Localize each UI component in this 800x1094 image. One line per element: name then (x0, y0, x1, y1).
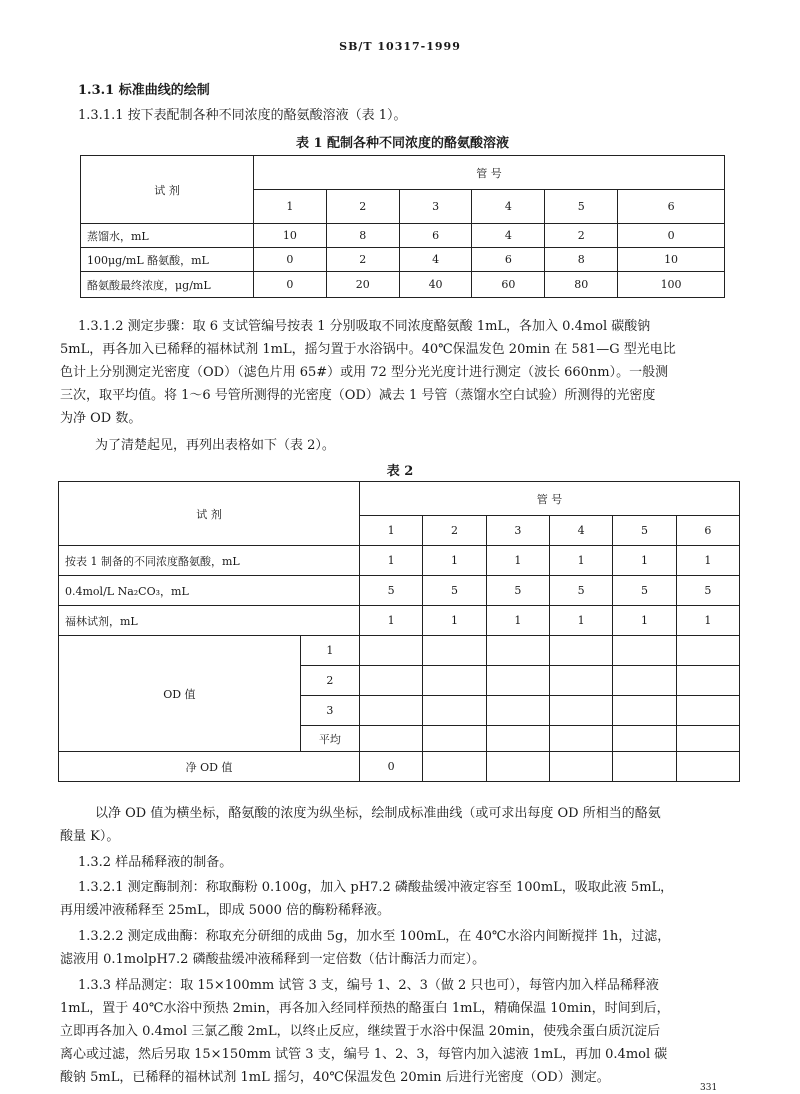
cell: 1 (423, 606, 486, 636)
cell: 40 (399, 272, 472, 298)
para-1-3-3-line: 立即再各加入 0.4mol 三氯乙酸 2mL，以终止反应，继续置于水浴中保温 20min，使残余蛋白质沉淀后 (60, 1024, 661, 1039)
table1-caption: 表 1 配制各种不同浓度的酪氨酸溶液 (295, 136, 510, 151)
od-sub: 2 (300, 666, 359, 696)
od-label: OD 值 (59, 636, 301, 752)
cell: 4 (399, 248, 472, 272)
net-od-label: 净 OD 值 (59, 752, 360, 782)
cell: 0 (254, 248, 327, 272)
para-std-line: 以净 OD 值为横坐标，酪氨酸的浓度为纵坐标，绘制成标准曲线（或可求出每度 OD 所相当的酪氨 (95, 806, 661, 821)
od-row (59, 636, 740, 666)
section-1-3-1: 1.3.1 标准曲线的绘制 (78, 83, 210, 98)
table1-reagent-header: 试 剂 (81, 156, 254, 224)
para-1-3-3-line: 1mL，置于 40℃水浴中预热 2min，再各加入经同样预热的酪蛋白 1mL，精确保温 10min，时间到后， (60, 1001, 670, 1016)
cell: 2 (326, 248, 399, 272)
cell: 1 (613, 606, 676, 636)
row-label: 福林试剂，mL (59, 606, 360, 636)
row-label: 蒸馏水，mL (81, 224, 254, 248)
od-sub: 3 (300, 696, 359, 726)
table2-tube-num: 1 (360, 516, 423, 546)
cell: 5 (486, 576, 549, 606)
table2-reagent-header: 试 剂 (59, 482, 360, 546)
cell: 6 (399, 224, 472, 248)
table-row (81, 224, 725, 248)
table-row (81, 248, 725, 272)
para-1-3-3-line: 1.3.3 样品测定：取 15×100mm 试管 3 支，编号 1、2、3（做 2 只也可），每管内加入样品稀释液 (78, 978, 659, 993)
page-number: 331 (700, 1083, 718, 1093)
table2-tube-num: 2 (423, 516, 486, 546)
cell: 1 (549, 546, 612, 576)
para-1-3-1-2-line: 色计上分别测定光密度（OD）（滤色片用 65#）或用 72 型分光光度计进行测定（波长 660nm）。一般测 (60, 365, 669, 380)
row-label: 100μg/mL 酪氨酸，mL (81, 248, 254, 272)
para-1-3-2-2-line: 滤液用 0.1molpH7.2 磷酸盐缓冲液稀释到一定倍数（估计酶活力而定）。 (60, 952, 486, 967)
cell: 1 (676, 606, 739, 636)
table1-tube-num: 3 (399, 190, 472, 224)
cell: 5 (360, 576, 423, 606)
table-row (59, 606, 740, 636)
table2-tube-num: 3 (486, 516, 549, 546)
cell: 100 (618, 272, 725, 298)
para-1-3-1-2-line: 三次，取平均值。将 1～6 号管所测得的光密度（OD）减去 1 号管（蒸馏水空白试验）所测得的光密度 (60, 388, 656, 403)
cell: 1 (676, 546, 739, 576)
cell: 10 (618, 248, 725, 272)
cell: 8 (545, 248, 618, 272)
table2-caption: 表 2 (386, 464, 414, 479)
cell: 1 (613, 546, 676, 576)
table2-tube-num: 6 (676, 516, 739, 546)
od-sub: 平均 (300, 726, 359, 752)
section-1-3-2: 1.3.2 样品稀释液的制备。 (78, 855, 233, 870)
cell: 1 (486, 546, 549, 576)
table1-tube-num: 6 (618, 190, 725, 224)
cell: 5 (549, 576, 612, 606)
table-row (59, 546, 740, 576)
cell: 2 (545, 224, 618, 248)
cell: 0 (360, 752, 423, 782)
table-row (59, 576, 740, 606)
table1 (80, 155, 725, 298)
od-sub: 1 (300, 636, 359, 666)
page-header: SB/T 10317-1999 (339, 40, 461, 53)
cell: 80 (545, 272, 618, 298)
table2-tube-num: 5 (613, 516, 676, 546)
para-1-3-1-2-line: 1.3.1.2 测定步骤：取 6 支试管编号按表 1 分别吸取不同浓度酪氨酸 1mL，各加入 0.4mol 碳酸钠 (78, 319, 651, 334)
table1-tube-num: 2 (326, 190, 399, 224)
row-label: 0.4mol/L Na₂CO₃，mL (59, 576, 360, 606)
row-label: 按表 1 制备的不同浓度酪氨酸，mL (59, 546, 360, 576)
table-row (59, 752, 740, 782)
row-label: 酪氨酸最终浓度，μg/mL (81, 272, 254, 298)
table2-tube-header: 管 号 (360, 482, 740, 516)
cell: 1 (549, 606, 612, 636)
para-1-3-2-1-line: 再用缓冲液稀释至 25mL，即成 5000 倍的酶粉稀释液。 (60, 903, 390, 918)
table1-tube-header: 管 号 (254, 156, 725, 190)
cell: 0 (254, 272, 327, 298)
cell: 60 (472, 272, 545, 298)
cell: 1 (486, 606, 549, 636)
cell: 1 (360, 546, 423, 576)
para-std-line: 酸量 K）。 (60, 829, 120, 844)
cell: 4 (472, 224, 545, 248)
section-1-3-1-1: 1.3.1.1 按下表配制各种不同浓度的酪氨酸溶液（表 1）。 (78, 108, 407, 123)
cell: 5 (676, 576, 739, 606)
cell: 8 (326, 224, 399, 248)
table2 (58, 481, 740, 782)
table1-tube-num: 5 (545, 190, 618, 224)
cell: 5 (613, 576, 676, 606)
para-1-3-2-2-line: 1.3.2.2 测定成曲酶：称取充分研细的成曲 5g，加水至 100mL，在 40℃水浴内间断搅拌 1h，过滤， (78, 929, 671, 944)
cell: 1 (423, 546, 486, 576)
cell: 6 (472, 248, 545, 272)
cell: 10 (254, 224, 327, 248)
cell: 0 (618, 224, 725, 248)
table1-tube-num: 4 (472, 190, 545, 224)
para-clear: 为了清楚起见，再列出表格如下（表 2）。 (95, 438, 335, 453)
cell: 5 (423, 576, 486, 606)
table1-tube-num: 1 (254, 190, 327, 224)
table2-tube-num: 4 (549, 516, 612, 546)
para-1-3-3-line: 离心或过滤，然后另取 15×150mm 试管 3 支，编号 1、2、3，每管内加入滤液 1mL，再加 0.4mol 碳 (60, 1047, 668, 1062)
para-1-3-2-1-line: 1.3.2.1 测定酶制剂：称取酶粉 0.100g，加入 pH7.2 磷酸盐缓冲液定容至 100mL，吸取此液 5mL， (78, 880, 674, 895)
para-1-3-3-line: 酸钠 5mL，已稀释的福林试剂 1mL 摇匀，40℃保温发色 20min 后进行光密度（OD）测定。 (60, 1070, 610, 1085)
cell: 20 (326, 272, 399, 298)
table-row (81, 272, 725, 298)
para-1-3-1-2-line: 5mL，再各加入已稀释的福林试剂 1mL，摇匀置于水浴锅中。40℃保温发色 20min 在 581—G 型光电比 (60, 342, 676, 357)
cell: 1 (360, 606, 423, 636)
para-1-3-1-2-line: 为净 OD 数。 (60, 411, 142, 426)
